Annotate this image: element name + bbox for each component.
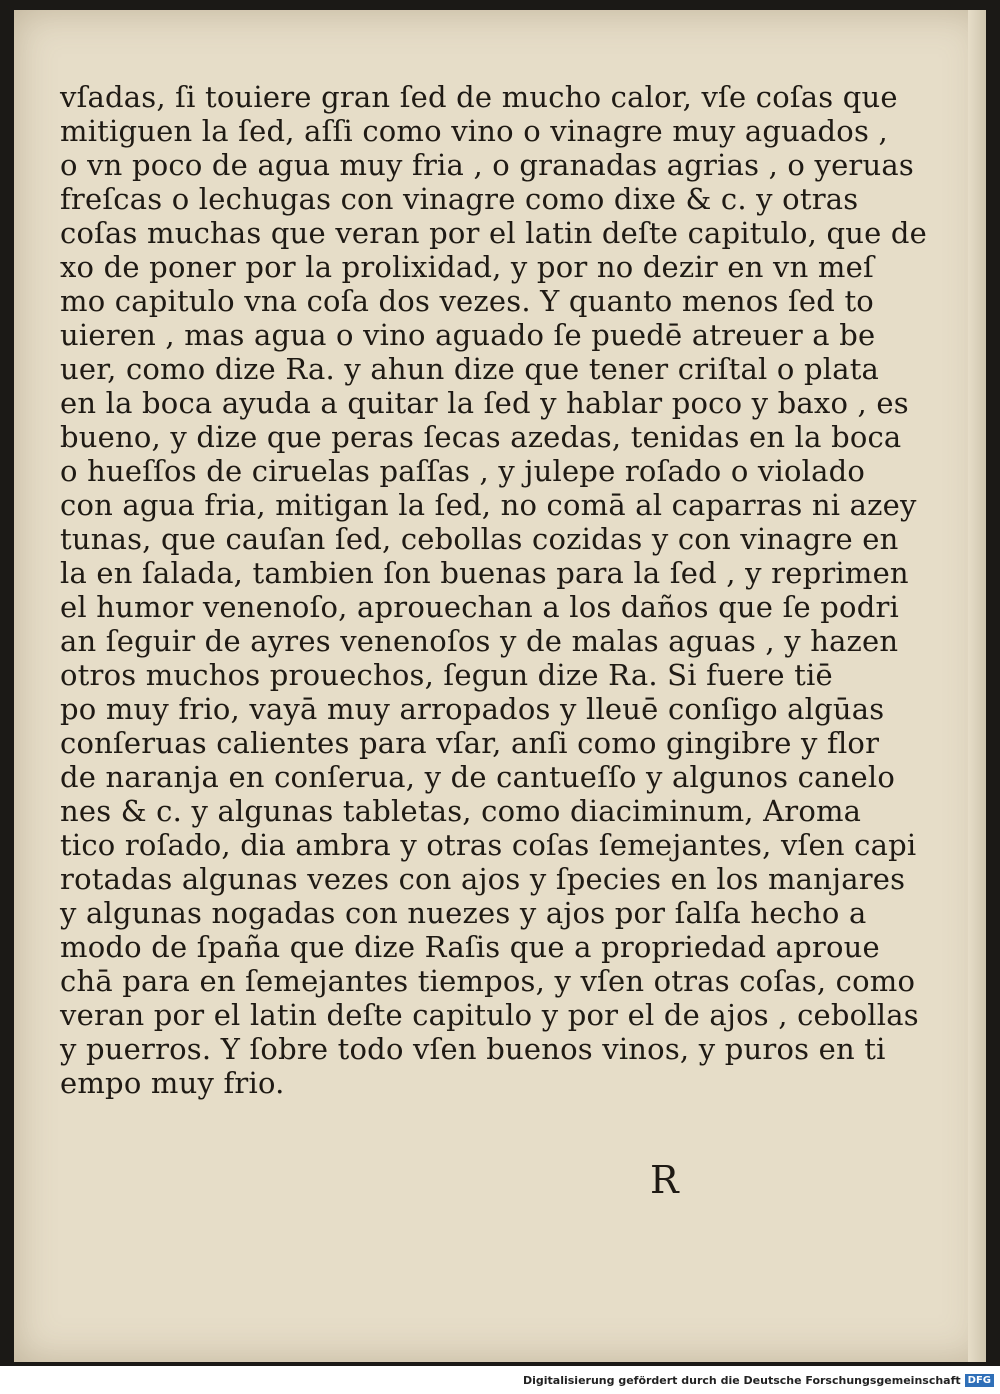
footer-credit: Digitalisierung gefördert durch die Deutsche Forschungsgemeinschaft [522,1373,961,1387]
text-line: uer, como dize Ra. y ahun dize que tener criſtal o plata [60,352,880,386]
text-line: la en ſalada, tambien ſon buenas para la ſed , y reprimen [60,556,909,590]
text-line: rotadas algunas vezes con ajos y ſpecies en los manjares [60,862,906,896]
text-line: el humor venenoſo, aprouechan a los daños que ſe podri [60,590,900,624]
page-edge [968,10,986,1362]
text-line: tico roſado, dia ambra y otras coſas ſemejantes, vſen capi [60,828,917,862]
text-line: y puerros. Y ſobre todo vſen buenos vinos, y puros en ti [60,1032,886,1066]
text-line: coſas muchas que veran por el latin deſte capitulo, que de [60,216,927,250]
text-line: tunas, que cauſan ſed, cebollas cozidas y con vinagre en [60,522,899,556]
text-line: en la boca ayuda a quitar la ſed y hablar poco y baxo , es [60,386,909,420]
text-line: veran por el latin deſte capitulo y por el de ajos , cebollas [60,998,919,1032]
footer-bar [0,1366,1000,1394]
dfg-logo: DFG [965,1374,994,1387]
text-line: empo muy frio. [60,1066,285,1100]
text-line: otros muchos prouechos, ſegun dize Ra. Si fuere tiē [60,658,833,692]
book-page [14,10,986,1362]
text-line: nes & c. y algunas tabletas, como diaciminum, Aroma [60,794,862,828]
text-line: mitiguen la ſed, aſſi como vino o vinagre muy aguados , [60,114,888,148]
signature-mark: R [650,1158,679,1202]
text-line: xo de poner por la prolixidad, y por no dezir en vn meſ [60,250,874,284]
text-line: an ſeguir de ayres venenoſos y de malas aguas , y hazen [60,624,899,658]
text-line: modo de ſpaña que dize Raſis que a propriedad aproue [60,930,880,964]
text-line: o hueſſos de ciruelas paſſas , y julepe roſado o violado [60,454,866,488]
text-line: vſadas, ſi touiere gran ſed de mucho calor, vſe coſas que [60,80,898,114]
text-line: mo capitulo vna coſa dos vezes. Y quanto menos ſed to [60,284,874,318]
body-text [60,80,927,1100]
text-line: chā para en ſemejantes tiempos, y vſen otras coſas, como [60,964,916,998]
text-line: po muy frio, vayā muy arropados y lleuē conſigo algūas [60,692,885,726]
text-line: bueno, y dize que peras ſecas azedas, tenidas en la boca [60,420,902,454]
text-line: uieren , mas agua o vino aguado ſe puedē atreuer a be [60,318,876,352]
text-line: de naranja en conſerua, y de cantueſſo y algunos canelo [60,760,895,794]
text-line: o vn poco de agua muy fria , o granadas agrias , o yeruas [60,148,914,182]
text-line: con agua fria, mitigan la ſed, no comā al caparras ni azey [60,488,917,522]
text-line: y algunas nogadas con nuezes y ajos por ſalſa hecho a [60,896,867,930]
text-line: freſcas o lechugas con vinagre como dixe & c. y otras [60,182,859,216]
text-line: conſeruas calientes para vſar, anſi como gingibre y flor [60,726,880,760]
